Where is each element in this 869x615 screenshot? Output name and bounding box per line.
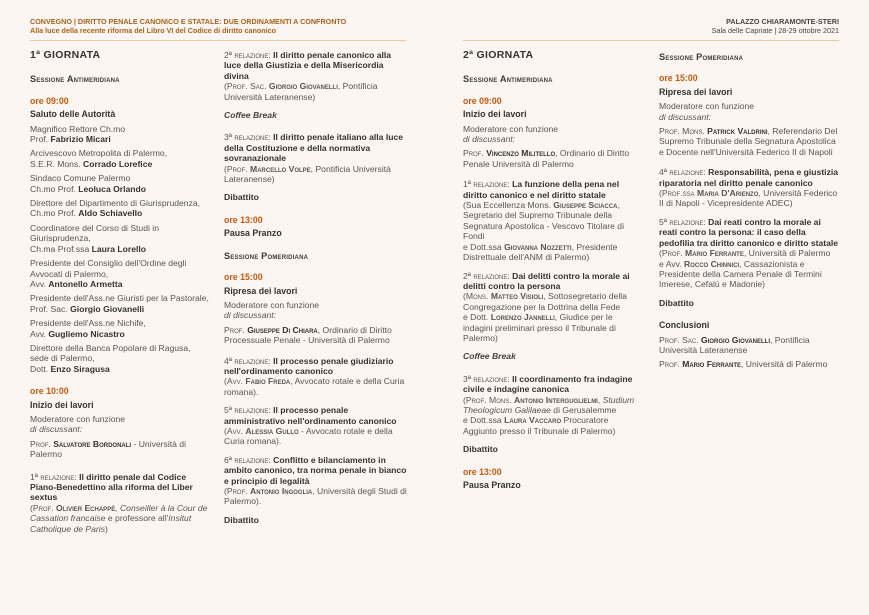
day1-time-0900: ore 09:00 bbox=[30, 95, 69, 106]
day1-ripresa: Ripresa dei lavori bbox=[224, 285, 298, 296]
day1-dibattito-am: Dibattito bbox=[224, 192, 259, 203]
day1-morning-session: Sessione Antimeridiana bbox=[30, 74, 120, 85]
rule-right bbox=[463, 40, 839, 41]
day2-moderator-am-name: Prof. Vincenzo Militello, Ordinario di Diritto Penale Università di Palermo bbox=[463, 148, 630, 169]
authorities-list bbox=[30, 124, 210, 375]
day2-time-1300: ore 13:00 bbox=[463, 466, 502, 477]
day2-relazione-1: 1ª relazione: La funzione della pena nel diritto canonico e nel diritto statale (Sua Eccellenza Mons. Giuseppe Sciacca, Segretario del Supremo Tribunale della Segnatura Apostolica - Vescovo Titolare di Fondi e Dott.ssa Giovanna Nozzetti, Presidente Distrettuale dell'ANM di Palermo) bbox=[463, 179, 624, 263]
day2-pranzo: Pausa Pranzo bbox=[463, 480, 521, 490]
day1-moderator-am: Moderatore con funzione di discussant: bbox=[30, 413, 126, 435]
day1-afternoon-session: Sessione Pomeridiana bbox=[224, 250, 309, 261]
day1-pranzo: Pausa Pranzo bbox=[224, 228, 282, 239]
day2-relazione-5: 5ª relazione: Dai reati contro la morale ai reati contro la persona: il caso della pedofilia tra diritto canonico e diritto statale (Prof. Mario Ferrante, Università di Palermo e Avv. Rocco Chinnici, Cassazionista e Presidente della Camera Penale di Termini Imerese, Cefalù e Madonie) bbox=[659, 216, 839, 290]
day1-moderator-pm: Moderatore con funzione di discussant: bbox=[224, 299, 320, 321]
day2-ripresa: Ripresa dei lavori bbox=[659, 86, 733, 97]
day1-relazione-3: 3ª relazione: Il diritto penale italiano alla luce della Costituzione e della normativa sovranazionale (Prof. Marcello Volpe, Pontificia Università Lateranense) bbox=[224, 132, 404, 185]
day2-moderator-am: Moderatore con funzione di discussant: bbox=[463, 123, 559, 145]
day1-time-1300: ore 13:00 bbox=[224, 214, 263, 225]
day2-inizio: Inizio dei lavori bbox=[463, 109, 527, 120]
day2-morning-session: Sessione Antimeridiana bbox=[463, 74, 553, 85]
day2-time-1500: ore 15:00 bbox=[659, 73, 698, 84]
day1-time-1000: ore 10:00 bbox=[30, 386, 69, 397]
day2-dibattito-am: Dibattito bbox=[463, 444, 498, 455]
day2-relazione-3: 3ª relazione: Il coordinamento fra indagine civile e indagine canonica (Prof. Mons. Antonio Interguglielmi, Studium Theologicum Galilaeae di Gerusalemme e Dott.ssa Laura Vaccaro Procuratore Aggiunto presso il Tribunale di Palermo) bbox=[463, 373, 635, 436]
day1-relazione-4: 4ª relazione: Il processo penale giudiziario nell'ordinamento canonico (Avv. Fabio Freda, Avvocato rotale e della Curia romana). bbox=[224, 355, 405, 397]
day2-conclusioni: Conclusioni bbox=[659, 320, 710, 331]
day2-conclusioni-speaker-1: Prof. Sac. Giorgio Giovanelli, Pontificia Università Lateranense bbox=[659, 334, 810, 355]
authority-item: Magnifico Rettore Ch.mo Prof. Fabrizio Micari bbox=[30, 123, 126, 145]
day1-relazione-5: 5ª relazione: Il processo penale amministrativo nell'ordinamento canonico (Avv. Alessia Gullo - Avvocato rotale e della Curia romana). bbox=[224, 405, 397, 447]
day1-column-1 bbox=[30, 50, 210, 542]
rule-left bbox=[30, 40, 406, 41]
day2-relazione-4: 4ª relazione: Responsabilità, pena e giustizia riparatoria nel diritto penale canonico (Prof.ssa Maria D'Arienzo, Università Federico II di Napoli - Vicepresidente ADEC) bbox=[659, 167, 839, 209]
day2-relazione-2: 2ª relazione: Dai delitti contro la morale ai delitti contro la persona (Mons. Matteo Visioli, Sottosegretario della Congregazione per la Dottrina della Fede e Dott. Lorenzo Jannelli, Giudice per le indagini preliminari presso il Tribunale di Palermo) bbox=[463, 270, 630, 343]
day2-column-2 bbox=[659, 50, 841, 374]
header-left bbox=[30, 18, 346, 35]
day1-relazione-2: 2ª relazione: Il diritto penale canonico alla luce della Giustizia e della Misericordia divina (Prof. Sac. Giorgio Giovanelli, Pontificia Università Lateranense) bbox=[224, 50, 392, 102]
day1-inizio: Inizio dei lavori bbox=[30, 399, 94, 410]
day1-moderator-am-name: Prof. Salvatore Bordonali - Università di Palermo bbox=[30, 438, 186, 460]
day1-time-1500: ore 15:00 bbox=[224, 272, 263, 283]
conference-subtitle: Alla luce della recente riforma del Libro VI del Codice di diritto canonico bbox=[30, 25, 277, 35]
authority-item: Presidente dell'Ass.ne Nichife, Avv. Gugliemo Nicastro bbox=[30, 318, 146, 339]
conference-title: CONVEGNO | DIRITTO PENALE CANONICO E STATALE: DUE ORDINAMENTI A CONFRONTO bbox=[30, 17, 347, 26]
authority-item: Direttore del Dipartimento di Giurisprudenza, Ch.mo Prof. Aldo Schiavello bbox=[30, 198, 201, 219]
day1-relazione-6: 6ª relazione: Conflitto e bilanciamento in ambito canonico, tra norma penale in bianco e principio di legalità (Prof. Antonio Ingoglia, Università degli Studi di Palermo). bbox=[224, 454, 407, 507]
day1-moderator-pm-name: Prof. Giuseppe Di Chiara, Ordinario di Diritto Processuale Penale - Università di Palermo bbox=[224, 324, 392, 346]
day2-title: 2ª GIORNATA bbox=[463, 49, 534, 61]
authority-item: Presidente dell'Ass.ne Giuristi per la Pastorale, Prof. Sac. Giorgio Giovanelli bbox=[30, 293, 209, 314]
day2-dibattito-pm: Dibattito bbox=[659, 297, 694, 308]
day2-moderator-pm: Moderatore con funzione di discussant: bbox=[659, 101, 755, 122]
room-date: Sala delle Capriate | 28-29 ottobre 2021 bbox=[711, 25, 839, 35]
authority-item: Sindaco Comune Palermo Ch.mo Prof. Leoluca Orlando bbox=[30, 173, 147, 194]
day1-column-2 bbox=[224, 50, 409, 537]
day1-relazione-1: 1ª relazione: Il diritto penale dal Codice Piano-Benedettino alla riforma del Liber sextus (Prof. Olivier Echappè, Conseiller à la Cour de Cassation francaise e professore all'Insitut Catholique de Paris) bbox=[30, 471, 208, 534]
day2-time-0900: ore 09:00 bbox=[463, 95, 502, 106]
authority-item: Arcivescovo Metropolita di Palermo, S.E.R. Mons. Corrado Lorefice bbox=[30, 148, 168, 169]
day2-coffee-break: Coffee Break bbox=[463, 351, 516, 362]
day1-coffee-break: Coffee Break bbox=[224, 110, 277, 121]
day2-moderator-pm-name: Prof. Mons. Patrick Valdrini, Referendario Del Supremo Tribunale della Segnatura Apostolica e Docente nell'Università Federico II di Napoli bbox=[659, 126, 838, 157]
venue: PALAZZO CHIARAMONTE-STERI bbox=[726, 17, 839, 26]
day1-dibattito-pm: Dibattito bbox=[224, 514, 259, 525]
day2-conclusioni-speaker-2: Prof. Mario Ferrante, Università di Palermo bbox=[659, 359, 828, 370]
day1-title: 1ª GIORNATA bbox=[30, 49, 101, 61]
saluto-heading: Saluto delle Autorità bbox=[30, 109, 116, 120]
header-right bbox=[712, 18, 839, 35]
day2-afternoon-session: Sessione Pomeridiana bbox=[659, 52, 744, 62]
day2-column-1 bbox=[463, 50, 643, 494]
authority-item: Direttore della Banca Popolare di Ragusa, sede di Palermo, Dott. Enzo Siragusa bbox=[30, 342, 191, 374]
authority-item: Coordinatore del Corso di Studi in Giurisprudenza, Ch.ma Prof.ssa Laura Lorello bbox=[30, 222, 159, 254]
authority-item: Presidente del Consiglio dell'Ordine degli Avvocati di Palermo, Avv. Antonello Armetta bbox=[30, 258, 187, 289]
